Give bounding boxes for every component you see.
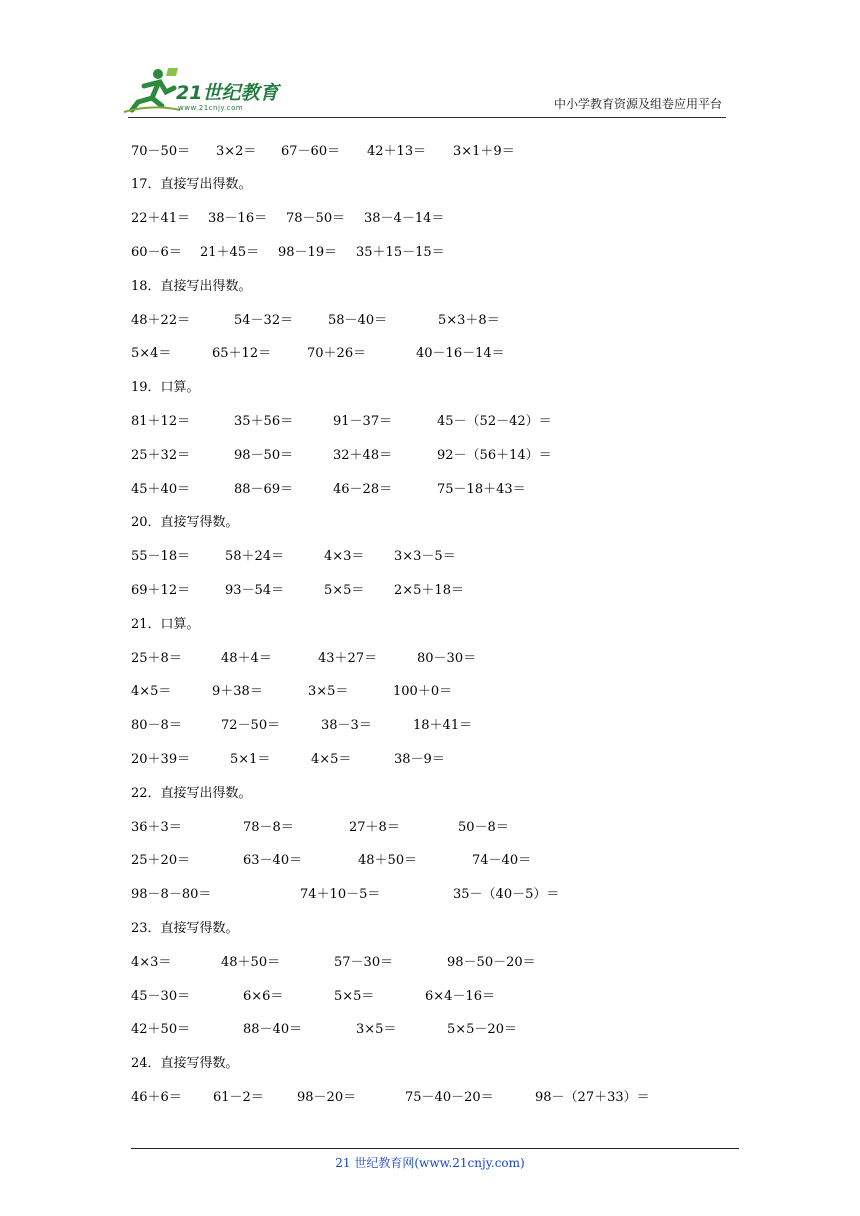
arithmetic-problem: 3×5＝	[308, 684, 349, 699]
arithmetic-problem: 72－50＝	[221, 718, 281, 733]
arithmetic-problem: 42＋50＝	[131, 1022, 191, 1037]
arithmetic-problem: 32＋48＝	[333, 448, 393, 463]
arithmetic-problem: 3×1＋9＝	[453, 144, 515, 159]
arithmetic-problem: 25＋8＝	[131, 651, 182, 666]
arithmetic-problem: 98－50－20＝	[447, 955, 536, 970]
arithmetic-problem: 81＋12＝	[131, 414, 191, 429]
arithmetic-problem: 5×4＝	[131, 346, 172, 361]
arithmetic-problem: 2×5＋18＝	[394, 583, 464, 598]
arithmetic-problem: 36＋3＝	[131, 820, 182, 835]
arithmetic-problem: 35－（40－5）＝	[453, 887, 560, 902]
arithmetic-problem: 50－8＝	[458, 820, 509, 835]
arithmetic-problem: 54－32＝	[234, 313, 294, 328]
arithmetic-problem: 100＋0＝	[393, 684, 453, 699]
arithmetic-problem: 75－40－20＝	[405, 1090, 494, 1105]
site-logo[interactable]	[122, 64, 302, 118]
question-title: 21．口算。	[131, 617, 200, 632]
arithmetic-problem: 38－16＝	[208, 211, 268, 226]
arithmetic-problem: 98－（27＋33）＝	[535, 1090, 650, 1105]
arithmetic-problem: 21＋45＝	[200, 245, 260, 260]
arithmetic-problem: 5×5＝	[324, 583, 365, 598]
arithmetic-problem: 18＋41＝	[413, 718, 473, 733]
arithmetic-problem: 5×5＝	[334, 989, 375, 1004]
arithmetic-problem: 92－（56＋14）＝	[437, 448, 552, 463]
arithmetic-problem: 42＋13＝	[367, 144, 427, 159]
arithmetic-problem: 22＋41＝	[131, 211, 191, 226]
arithmetic-problem: 27＋8＝	[349, 820, 400, 835]
platform-label: 中小学教育资源及组卷应用平台	[553, 97, 722, 111]
arithmetic-problem: 4×3＝	[131, 955, 172, 970]
arithmetic-problem: 35＋56＝	[234, 414, 294, 429]
arithmetic-problem: 5×3＋8＝	[438, 313, 500, 328]
arithmetic-problem: 3×5＝	[356, 1022, 397, 1037]
arithmetic-problem: 25＋20＝	[131, 853, 191, 868]
arithmetic-problem: 70－50＝	[131, 144, 191, 159]
arithmetic-problem: 45－（52－42）＝	[437, 414, 552, 429]
arithmetic-problem: 98－20＝	[297, 1090, 357, 1105]
arithmetic-problem: 57－30＝	[334, 955, 394, 970]
arithmetic-problem: 58－40＝	[328, 313, 388, 328]
arithmetic-problem: 55－18＝	[131, 549, 191, 564]
arithmetic-problem: 80－8＝	[131, 718, 182, 733]
arithmetic-problem: 98－8－80＝	[131, 887, 212, 902]
question-title: 22．直接写出得数。	[131, 786, 252, 801]
arithmetic-problem: 93－54＝	[225, 583, 285, 598]
arithmetic-problem: 46＋6＝	[131, 1090, 182, 1105]
arithmetic-problem: 75－18＋43＝	[437, 482, 526, 497]
logo-url: www.21cnjy.com	[178, 104, 244, 112]
arithmetic-problem: 78－50＝	[286, 211, 346, 226]
question-title: 23．直接写得数。	[131, 921, 239, 936]
arithmetic-problem: 3×3－5＝	[394, 549, 456, 564]
arithmetic-problem: 80－30＝	[417, 651, 477, 666]
arithmetic-problem: 38－3＝	[321, 718, 372, 733]
arithmetic-problem: 48＋22＝	[131, 313, 191, 328]
arithmetic-problem: 6×4－16＝	[425, 989, 495, 1004]
arithmetic-problem: 25＋32＝	[131, 448, 191, 463]
question-title: 18．直接写出得数。	[131, 279, 252, 294]
arithmetic-problem: 88－69＝	[234, 482, 294, 497]
arithmetic-problem: 5×5－20＝	[447, 1022, 517, 1037]
header-divider	[128, 117, 726, 118]
question-title: 24．直接写得数。	[131, 1056, 239, 1071]
arithmetic-problem: 38－4－14＝	[364, 211, 445, 226]
arithmetic-problem: 63－40＝	[243, 853, 303, 868]
logo-text: 21世纪教育	[176, 82, 279, 104]
arithmetic-problem: 70＋26＝	[307, 346, 367, 361]
arithmetic-problem: 5×1＝	[230, 752, 271, 767]
footer-text[interactable]: 21 世纪教育网(www.21cnjy.com)	[335, 1156, 525, 1170]
arithmetic-problem: 61－2＝	[213, 1090, 264, 1105]
arithmetic-problem: 65＋12＝	[212, 346, 272, 361]
arithmetic-problem: 98－50＝	[234, 448, 294, 463]
arithmetic-problem: 48＋50＝	[221, 955, 281, 970]
arithmetic-problem: 48＋4＝	[221, 651, 272, 666]
arithmetic-problem: 40－16－14＝	[416, 346, 505, 361]
arithmetic-problem: 20＋39＝	[131, 752, 191, 767]
arithmetic-problem: 4×5＝	[131, 684, 172, 699]
arithmetic-problem: 98－19＝	[278, 245, 338, 260]
question-title: 17．直接写出得数。	[131, 177, 252, 192]
arithmetic-problem: 45－30＝	[131, 989, 191, 1004]
footer-divider	[131, 1148, 739, 1149]
arithmetic-problem: 4×5＝	[311, 752, 352, 767]
arithmetic-problem: 9＋38＝	[212, 684, 263, 699]
arithmetic-problem: 69＋12＝	[131, 583, 191, 598]
arithmetic-problem: 67－60＝	[281, 144, 341, 159]
arithmetic-problem: 46－28＝	[333, 482, 393, 497]
arithmetic-problem: 74－40＝	[472, 853, 532, 868]
arithmetic-problem: 6×6＝	[243, 989, 284, 1004]
arithmetic-problem: 91－37＝	[333, 414, 393, 429]
arithmetic-problem: 4×3＝	[324, 549, 365, 564]
question-title: 20．直接写得数。	[131, 515, 239, 530]
arithmetic-problem: 3×2＝	[216, 144, 257, 159]
arithmetic-problem: 38－9＝	[394, 752, 445, 767]
arithmetic-problem: 43＋27＝	[318, 651, 378, 666]
arithmetic-problem: 58＋24＝	[225, 549, 285, 564]
runner-logo-icon	[122, 64, 182, 118]
arithmetic-problem: 45＋40＝	[131, 482, 191, 497]
question-title: 19．口算。	[131, 380, 200, 395]
arithmetic-problem: 48＋50＝	[358, 853, 418, 868]
arithmetic-problem: 74＋10－5＝	[300, 887, 381, 902]
page-header	[122, 64, 726, 120]
arithmetic-problem: 78－8＝	[243, 820, 294, 835]
arithmetic-problem: 60－6＝	[131, 245, 182, 260]
arithmetic-problem: 35＋15－15＝	[356, 245, 445, 260]
arithmetic-problem: 88－40＝	[243, 1022, 303, 1037]
